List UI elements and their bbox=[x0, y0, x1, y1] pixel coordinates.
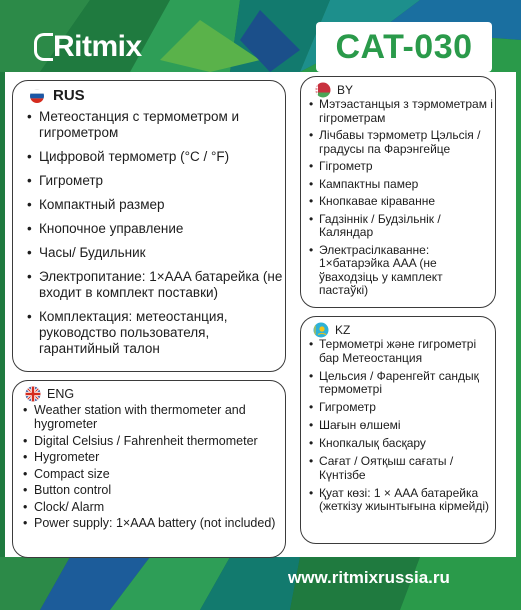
model-name: CAT-030 bbox=[335, 27, 473, 66]
list-item: • Кампактны памер bbox=[309, 178, 495, 192]
list-item: • Гигрометр bbox=[27, 173, 285, 189]
list-item: • Button control bbox=[23, 483, 285, 497]
list-item: • Кнопкалық басқару bbox=[309, 437, 495, 451]
ritmix-logo bbox=[34, 30, 142, 64]
panel-kz-title: KZ bbox=[335, 323, 351, 337]
panel-rus-header bbox=[27, 87, 85, 104]
website-url: www.ritmixrussia.ru bbox=[288, 568, 450, 587]
panel-eng-title: ENG bbox=[47, 387, 75, 401]
list-item: • Гадзіннік / Будзільнік / Каляндар bbox=[309, 213, 495, 240]
feature-list-by bbox=[309, 98, 495, 302]
list-item: • Hygrometer bbox=[23, 450, 285, 464]
logo-text: Ritmix bbox=[53, 30, 142, 63]
list-item: • Кнопочное управление bbox=[27, 221, 285, 237]
list-item: • Лічбавы тэрмометр Цэльсія / градусы па Фарэнгейце bbox=[309, 129, 495, 156]
russia-flag-icon bbox=[27, 89, 47, 103]
panel-by bbox=[300, 76, 496, 308]
list-item: • Кнопкавае кіраванне bbox=[309, 195, 495, 209]
panel-eng bbox=[12, 380, 286, 558]
belarus-flag-icon bbox=[315, 82, 331, 98]
panel-eng-header bbox=[25, 386, 74, 402]
list-item: • Компактный размер bbox=[27, 197, 285, 213]
list-item: • Шағын өлшемі bbox=[309, 419, 495, 433]
list-item: • Цельсия / Фаренгейт сандық термометрі bbox=[309, 370, 495, 397]
list-item: • Weather station with thermometer and hygrometer bbox=[23, 403, 285, 431]
panel-by-title: BY bbox=[337, 83, 354, 97]
panel-kz-header bbox=[313, 322, 350, 338]
panel-rus-title: RUS bbox=[53, 87, 85, 104]
list-item: • Мэтэастанцыя з тэрмометрам і гігрометрам bbox=[309, 98, 495, 125]
list-item: • Комплектация: метеостанция, руководство пользователя, гарантийный талон bbox=[27, 309, 285, 357]
logo-mark-icon bbox=[34, 33, 53, 61]
model-badge bbox=[316, 22, 492, 72]
list-item: • Қуат көзі: 1 × AAA батарейка (жеткізу жиынтығына кірмейді) bbox=[309, 487, 495, 514]
uk-flag-icon bbox=[25, 386, 41, 402]
list-item: • Электропитание: 1×AAA батарейка (не входит в комплект поставки) bbox=[27, 269, 285, 301]
list-item: • Метеостанция с термометром и гигрометром bbox=[27, 109, 285, 141]
feature-list-rus bbox=[27, 109, 285, 365]
list-item: • Часы/ Будильник bbox=[27, 245, 285, 261]
list-item: • Гигрометр bbox=[309, 401, 495, 415]
list-item: • Гігрометр bbox=[309, 160, 495, 174]
kazakhstan-flag-icon bbox=[313, 322, 329, 338]
panel-kz bbox=[300, 316, 496, 544]
panel-by-header bbox=[315, 82, 353, 98]
list-item: • Цифровой термометр (°C / °F) bbox=[27, 149, 285, 165]
list-item: • Clock/ Alarm bbox=[23, 500, 285, 514]
feature-list-eng bbox=[23, 403, 285, 533]
feature-list-kz bbox=[309, 338, 495, 518]
list-item: • Compact size bbox=[23, 467, 285, 481]
panel-rus bbox=[12, 80, 286, 372]
list-item: • Power supply: 1×AAA battery (not included) bbox=[23, 516, 285, 530]
list-item: • Сағат / Оятқыш сағаты / Күнтізбе bbox=[309, 455, 495, 482]
list-item: • Термометрі және гигрометрі бар Метеостанция bbox=[309, 338, 495, 365]
list-item: • Digital Celsius / Fahrenheit thermometer bbox=[23, 434, 285, 448]
list-item: • Электрасілкаванне: 1×батарэйка AAA (не ўваходзіць у камплект пастаўкі) bbox=[309, 244, 495, 298]
